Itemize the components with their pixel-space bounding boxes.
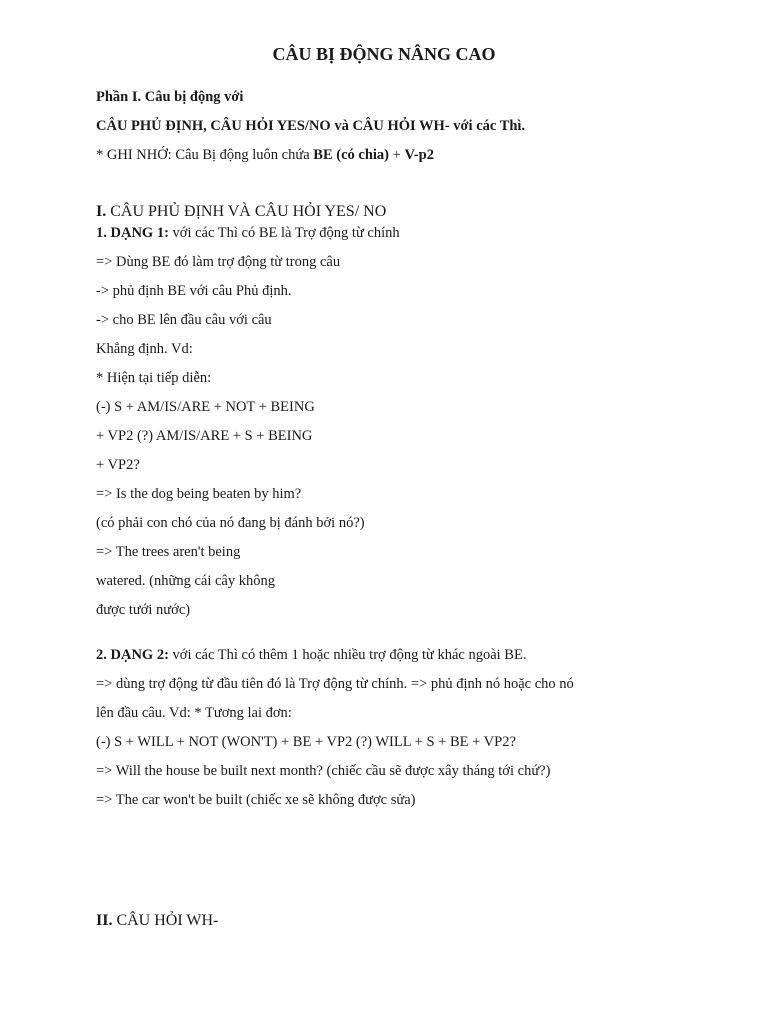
memo-note [96, 146, 434, 164]
dang1-rule-line: + VP2 (?) AM/IS/ARE + S + BEING [96, 428, 313, 444]
memo-note-be: BE (có chia) [313, 147, 389, 163]
dang1-line [96, 224, 400, 242]
dang1-rule-line: -> phủ định BE với câu Phủ định. [96, 283, 292, 299]
dang1-rule-line: => Dùng BE đó làm trợ động từ trong câu [96, 254, 341, 270]
dang2-rule-line: lên đầu câu. Vd: * Tương lai đơn: [96, 705, 292, 721]
memo-note-plus: + [389, 147, 405, 163]
dang1-label: 1. DẠNG 1: [96, 225, 169, 241]
memo-note-prefix: * GHI NHỚ: Câu Bị động luôn chứa [96, 147, 314, 163]
section2-heading [96, 912, 218, 930]
section2-title: CÂU HỎI WH- [112, 912, 219, 929]
dang1-rule-line: => The trees aren't being [96, 544, 241, 560]
memo-note-vp2: V-p2 [404, 147, 434, 163]
dang1-rule-line: + VP2? [96, 457, 140, 473]
dang2-text: với các Thì có thêm 1 hoặc nhiều trợ động từ khác ngoài BE. [168, 647, 527, 663]
dang2-label: 2. DẠNG 2: [96, 647, 169, 663]
dang1-rule-line: Khẳng định. Vd: [96, 341, 193, 357]
dang2-rule-line: (-) S + WILL + NOT (WON'T) + BE + VP2 (?) WILL + S + BE + VP2? [96, 734, 516, 750]
dang1-rule-line: (-) S + AM/IS/ARE + NOT + BEING [96, 399, 315, 415]
section1-title: CÂU PHỦ ĐỊNH VÀ CÂU HỎI YES/ NO [106, 203, 387, 220]
dang2-rule-line: => The car won't be built (chiếc xe sẽ không được sửa) [96, 792, 416, 808]
part1-subheading: CÂU PHỦ ĐỊNH, CÂU HỎI YES/NO và CÂU HỎI WH- với các Thì. [96, 118, 526, 134]
section2-number: II. [96, 912, 113, 929]
dang2-line [96, 646, 526, 664]
dang1-rule-line: watered. (những cái cây không [96, 573, 275, 589]
dang1-rule-line: được tưới nước) [96, 602, 191, 618]
page-title: CÂU BỊ ĐỘNG NÂNG CAO [272, 44, 496, 64]
part1-heading: Phần I. Câu bị động với [96, 89, 244, 105]
dang1-rule-line: (có phải con chó của nó đang bị đánh bởi nó?) [96, 515, 365, 531]
dang1-rule-line: -> cho BE lên đầu câu với câu [96, 312, 272, 328]
dang1-text: với các Thì có BE là Trợ động từ chính [168, 225, 400, 241]
dang2-rule-line: => Will the house be built next month? (chiếc cầu sẽ được xây tháng tới chứ?) [96, 763, 551, 779]
section1-heading [96, 203, 386, 221]
section1-number: I. [96, 203, 107, 220]
dang1-rule-line: => Is the dog being beaten by him? [96, 486, 302, 502]
dang2-rule-line: => dùng trợ động từ đầu tiên đó là Trợ động từ chính. => phủ định nó hoặc cho nó [96, 676, 574, 692]
dang1-rule-line: * Hiện tại tiếp diễn: [96, 370, 212, 386]
